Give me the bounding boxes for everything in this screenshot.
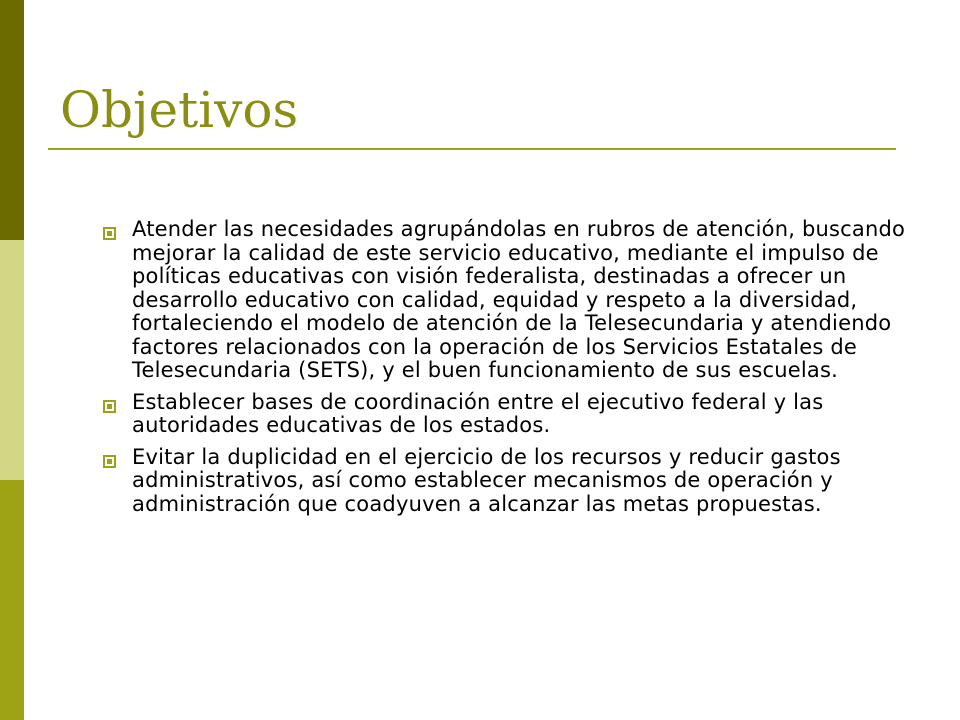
- accent-bar-segment-light: [0, 240, 24, 480]
- accent-bar-segment-dark: [0, 0, 24, 240]
- accent-bar-segment-medium: [0, 480, 24, 720]
- bullet-text: Establecer bases de coordinación entre el ejecutivo federal y las autoridades educativas de los estados.: [132, 389, 824, 437]
- bullet-item: [100, 218, 920, 383]
- bullet-item: [100, 446, 920, 517]
- title-underline: [48, 148, 896, 150]
- bullet-text: Evitar la duplicidad en el ejercicio de los recursos y reducir gastos administrativos, así como establecer mecanismos de operación y administración que coadyuven a alcanzar las metas propuestas.: [132, 444, 841, 516]
- square-bullet-icon: [103, 400, 116, 413]
- bullet-item: [100, 391, 920, 438]
- left-accent-bar: [0, 0, 24, 720]
- square-bullet-icon: [103, 227, 116, 240]
- bullet-list: [100, 218, 920, 524]
- square-bullet-icon: [103, 455, 116, 468]
- bullet-text: Atender las necesidades agrupándolas en rubros de atención, buscando mejorar la calidad de este servicio educativo, mediante el impulso de políticas educativas con visión federalista, destinadas a ofrecer un desarrollo educativo con calidad, equidad y respeto a la diversidad, fortaleciendo el modelo de atención de la Telesecundaria y atendiendo factores relacionados con la operación de los Servicios Estatales de Telesecundaria (SETS), y el buen funcionamiento de sus escuelas.: [132, 217, 906, 382]
- slide-title: Objetivos: [60, 81, 299, 139]
